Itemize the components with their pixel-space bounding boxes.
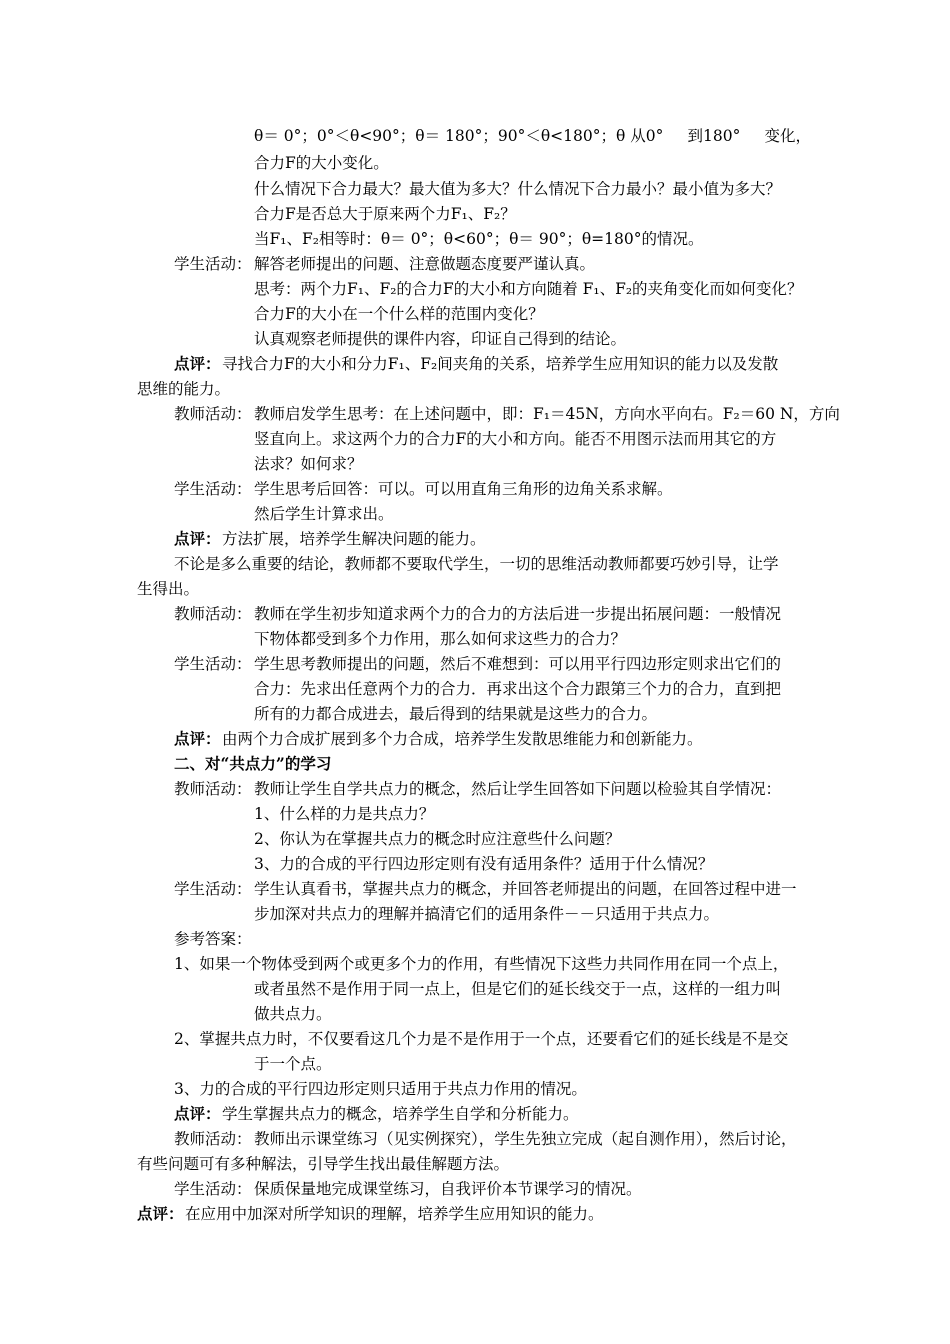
paragraph-line: 合力F的大小在一个什么样的范围内变化？ bbox=[254, 305, 544, 323]
paragraph-line: 法求？如何求？ bbox=[254, 455, 363, 473]
paragraph-line: 教师出示课堂练习（见实例探究），学生先独立完成（起自测作用），然后讨论， bbox=[254, 1130, 797, 1148]
theta-cases-line bbox=[254, 125, 811, 147]
activity-label: 教师活动： bbox=[174, 605, 252, 623]
paragraph-line: 学生思考教师提出的问题，然后不难想到：可以用平行四边形定则求出它们的 bbox=[254, 655, 782, 673]
theta-change-text: 变化， bbox=[764, 127, 811, 145]
comment-label: 点评： bbox=[174, 1104, 221, 1123]
activity-label: 学生活动： bbox=[174, 655, 252, 673]
paragraph-line: 在应用中加深对所学知识的理解，培养学生应用知识的能力。 bbox=[185, 1205, 604, 1223]
paragraph-line: 教师让学生自学共点力的概念，然后让学生回答如下问题以检验其自学情况： bbox=[254, 780, 782, 798]
activity-label: 学生活动： bbox=[174, 255, 252, 273]
question-item: 3、力的合成的平行四边形定则有没有适用条件？适用于什么情况？ bbox=[254, 855, 714, 873]
reference-answer-label: 参考答案： bbox=[174, 930, 252, 948]
answer-item: 3、力的合成的平行四边形定则只适用于共点力作用的情况。 bbox=[174, 1080, 587, 1098]
paragraph-line: 方法扩展，培养学生解决问题的能力。 bbox=[222, 530, 486, 548]
answer-item: 于一个点。 bbox=[254, 1055, 332, 1073]
paragraph-line: 竖直向上。求这两个力的合力F的大小和方向。能否不用图示法而用其它的方 bbox=[254, 430, 777, 448]
activity-label: 教师活动： bbox=[174, 405, 252, 423]
comment-label: 点评： bbox=[174, 729, 221, 748]
paragraph-line: 教师启发学生思考：在上述问题中，即：F₁＝45N，方向水平向右。F₂＝60 N，方向 bbox=[254, 405, 840, 423]
question-item: 1、什么样的力是共点力？ bbox=[254, 805, 435, 823]
theta-range-text: 到180° bbox=[687, 127, 741, 145]
comment-label: 点评： bbox=[137, 1204, 184, 1223]
paragraph-line: 思维的能力。 bbox=[137, 380, 231, 398]
paragraph-line: 合力F的大小变化。 bbox=[254, 154, 389, 172]
section-heading: 二、对“共点力”的学习 bbox=[174, 754, 332, 773]
activity-label: 学生活动： bbox=[174, 880, 252, 898]
paragraph-line: 教师在学生初步知道求两个力的合力的方法后进一步提出拓展问题：一般情况 bbox=[254, 605, 782, 623]
paragraph-line: 学生思考后回答：可以。可以用直角三角形的边角关系求解。 bbox=[254, 480, 673, 498]
paragraph-line: 学生掌握共点力的概念，培养学生自学和分析能力。 bbox=[222, 1105, 579, 1123]
paragraph-line: 由两个力合成扩展到多个力合成，培养学生发散思维能力和创新能力。 bbox=[222, 730, 703, 748]
paragraph-line: 所有的力都合成进去，最后得到的结果就是这些力的合力。 bbox=[254, 705, 658, 723]
paragraph-line: 当F₁、F₂相等时：θ＝ 0°；θ<60°；θ＝ 90°；θ=180°的情况。 bbox=[254, 230, 704, 248]
answer-item: 1、如果一个物体受到两个或更多个力的作用，有些情况下这些力共同作用在同一个点上， bbox=[174, 955, 789, 973]
question-item: 2、你认为在掌握共点力的概念时应注意些什么问题？ bbox=[254, 830, 621, 848]
paragraph-line: 思考：两个力F₁、F₂的合力F的大小和方向随着 F₁、F₂的夹角变化而如何变化？ bbox=[254, 280, 803, 298]
activity-label: 教师活动： bbox=[174, 780, 252, 798]
paragraph-line: 不论是多么重要的结论，教师都不要取代学生，一切的思维活动教师都要巧妙引导，让学 bbox=[174, 555, 779, 573]
paragraph-line: 保质保量地完成课堂练习，自我评价本节课学习的情况。 bbox=[254, 1180, 642, 1198]
theta-cases-text: θ＝ 0°；0°＜θ<90°；θ＝ 180°；90°＜θ<180°；θ 从0° bbox=[254, 127, 664, 145]
paragraph-line: 合力：先求出任意两个力的合力．再求出这个合力跟第三个力的合力，直到把 bbox=[254, 680, 782, 698]
paragraph-line: 下物体都受到多个力作用，那么如何求这些力的合力？ bbox=[254, 630, 627, 648]
paragraph-line: 解答老师提出的问题、注意做题态度要严谨认真。 bbox=[254, 255, 596, 273]
comment-label: 点评： bbox=[174, 529, 221, 548]
paragraph-line: 学生认真看书，掌握共点力的概念，并回答老师提出的问题，在回答过程中进一 bbox=[254, 880, 797, 898]
activity-label: 学生活动： bbox=[174, 1180, 252, 1198]
paragraph-line: 什么情况下合力最大？最大值为多大？什么情况下合力最小？最小值为多大？ bbox=[254, 180, 782, 198]
activity-label: 学生活动： bbox=[174, 480, 252, 498]
paragraph-line: 步加深对共点力的理解并搞清它们的适用条件－－只适用于共点力。 bbox=[254, 905, 720, 923]
answer-item: 做共点力。 bbox=[254, 1005, 332, 1023]
answer-item: 或者虽然不是作用于同一点上，但是它们的延长线交于一点，这样的一组力叫 bbox=[254, 980, 782, 998]
paragraph-line: 认真观察老师提供的课件内容，印证自己得到的结论。 bbox=[254, 330, 627, 348]
activity-label: 教师活动： bbox=[174, 1130, 252, 1148]
paragraph-line: 有些问题可有多种解法，引导学生找出最佳解题方法。 bbox=[137, 1155, 510, 1173]
paragraph-line: 生得出。 bbox=[137, 580, 200, 598]
comment-label: 点评： bbox=[174, 354, 221, 373]
paragraph-line: 然后学生计算求出。 bbox=[254, 505, 394, 523]
paragraph-line: 寻找合力F的大小和分力F₁、F₂间夹角的关系，培养学生应用知识的能力以及发散 bbox=[222, 355, 779, 373]
paragraph-line: 合力F是否总大于原来两个力F₁、F₂？ bbox=[254, 205, 516, 223]
answer-item: 2、掌握共点力时，不仅要看这几个力是不是作用于一个点，还要看它们的延长线是不是交 bbox=[174, 1030, 789, 1048]
